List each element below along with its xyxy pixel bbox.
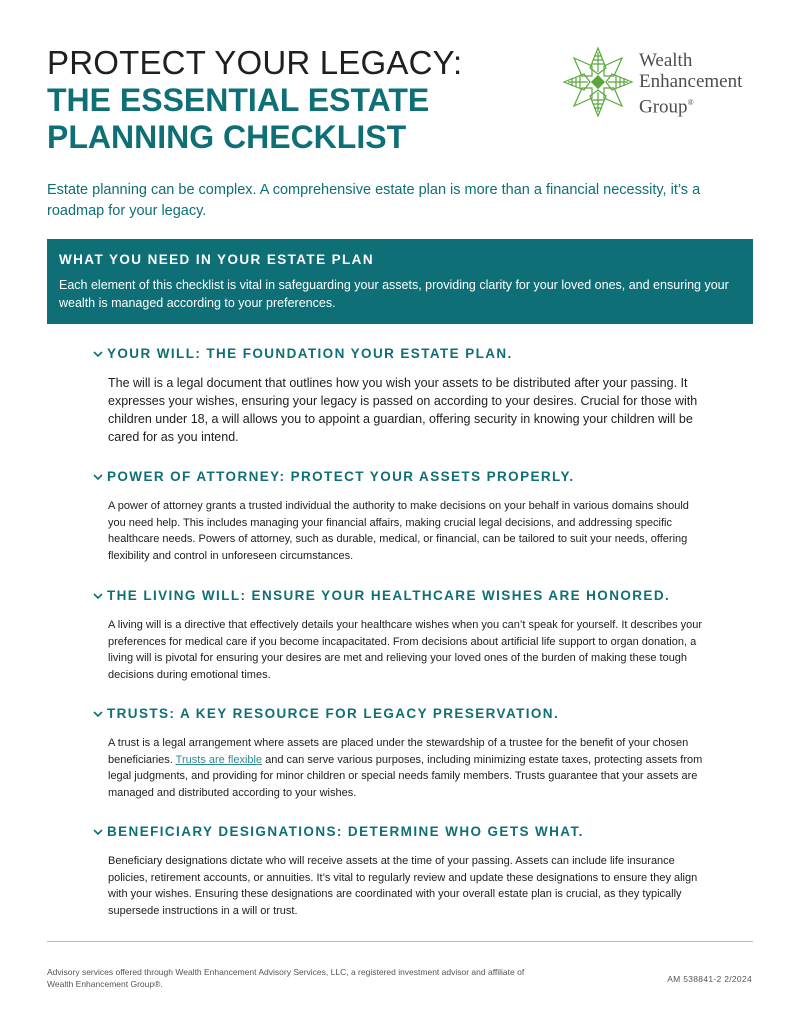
trusts-flexible-link[interactable]: Trusts are flexible (175, 753, 263, 766)
logo-line-3-text: Group (639, 96, 688, 118)
footer-divider (47, 941, 753, 942)
chevron-down-icon (93, 710, 103, 718)
chevron-down-icon (93, 828, 103, 836)
heading-text: TRUSTS: A KEY RESOURCE FOR LEGACY PRESERVATION. (107, 706, 560, 721)
logo-line-2: Enhancement (639, 71, 743, 92)
banner-body: Each element of this checklist is vital in safeguarding your assets, providing clarity for your loved ones, and ensuring your wealth is managed according to your preferences. (59, 278, 729, 310)
section-heading (93, 588, 753, 603)
checklist-item-trusts (93, 706, 753, 801)
section-heading (93, 824, 753, 839)
section-body: Beneficiary designations dictate who will receive assets at the time of your passing. Assets can include life insurance policies, retirement accounts, or annuities. It’s vital to regularly review and update these designations to ensure they align with your wishes. Ensuring these designations are coordinated with your overall estate plan is crucial, as they typically supersede instructions in a will or trust. (108, 855, 698, 917)
page-title-bold: THE ESSENTIAL ESTATE PLANNING CHECKLIST (47, 82, 430, 155)
chevron-down-icon (93, 473, 103, 481)
banner-title: WHAT YOU NEED IN YOUR ESTATE PLAN (59, 252, 374, 267)
section-body: A living will is a directive that effectively details your healthcare wishes when you can’t speak for yourself. It describes your preferences for medical care if you become incapacitated. From decisions about artificial life support to organ donation, a living will is pivotal for ensuring your desires are met and relieving your loved ones of the burden of making these tough decisions during emotional times. (108, 619, 703, 681)
section-heading (93, 346, 753, 361)
body-text-after: and can serve various purposes, including minimizing estate taxes, protecting assets from legal judgments, and providing for minor children or special needs family members. Trusts guarantee that your assets are managed and distributed according to your wishes. (108, 753, 703, 799)
logo-line-3 (639, 92, 742, 117)
heading-text: YOUR WILL: THE FOUNDATION YOUR ESTATE PLAN. (107, 346, 513, 361)
page-title-light: PROTECT YOUR LEGACY: (47, 44, 463, 81)
logo-line-1: Wealth (639, 50, 693, 71)
company-logo (562, 44, 762, 120)
section-body (108, 735, 708, 801)
section-body: The will is a legal document that outlines how you wish your assets to be distributed after your passing. It expresses your wishes, ensuring your legacy is passed on according to your desires. Crucial for those with children under 18, a will allows you to appoint a guardian, offering security in knowing your children will be cared for as you intend. (108, 376, 698, 444)
registered-mark: ® (687, 98, 694, 107)
heading-text: BENEFICIARY DESIGNATIONS: DETERMINE WHO GETS WHAT. (107, 824, 584, 839)
chevron-down-icon (93, 592, 103, 600)
section-banner (47, 239, 753, 324)
intro-paragraph: Estate planning can be complex. A comprehensive estate plan is more than a financial necessity, it’s a roadmap for your legacy. (47, 182, 701, 219)
heading-text: POWER OF ATTORNEY: PROTECT YOUR ASSETS PROPERLY. (107, 469, 575, 484)
logo-wordmark (639, 50, 742, 117)
checklist-item-power-of-attorney (93, 469, 753, 564)
chevron-down-icon (93, 350, 103, 358)
checklist-item-will (93, 346, 753, 446)
heading-text: THE LIVING WILL: ENSURE YOUR HEALTHCARE WISHES ARE HONORED. (107, 588, 671, 603)
checklist-item-living-will (93, 588, 753, 683)
document-code: AM 538841-2 2/2024 (667, 974, 752, 984)
star-emblem-icon (562, 46, 634, 118)
body-text-before: A trust is a legal arrangement where assets are placed under the stewardship of a trustee for the benefit of your chosen beneficiaries. (108, 737, 689, 766)
section-heading (93, 706, 753, 721)
footer-disclaimer: Advisory services offered through Wealth Enhancement Advisory Services, LLC, a registered investment advisor and affiliate of Wealth Enhancement Group®. (47, 967, 525, 989)
section-body: A power of attorney grants a trusted individual the authority to make decisions on your behalf in various domains should you need help. This includes managing your financial affairs, making crucial legal decisions, and addressing specific healthcare needs. Powers of attorney, such as durable, medical, or financial, can be tailored to suit your needs, offering flexibility and control in unforeseen circumstances. (108, 500, 689, 562)
checklist-item-beneficiary (93, 824, 753, 919)
section-heading (93, 469, 753, 484)
